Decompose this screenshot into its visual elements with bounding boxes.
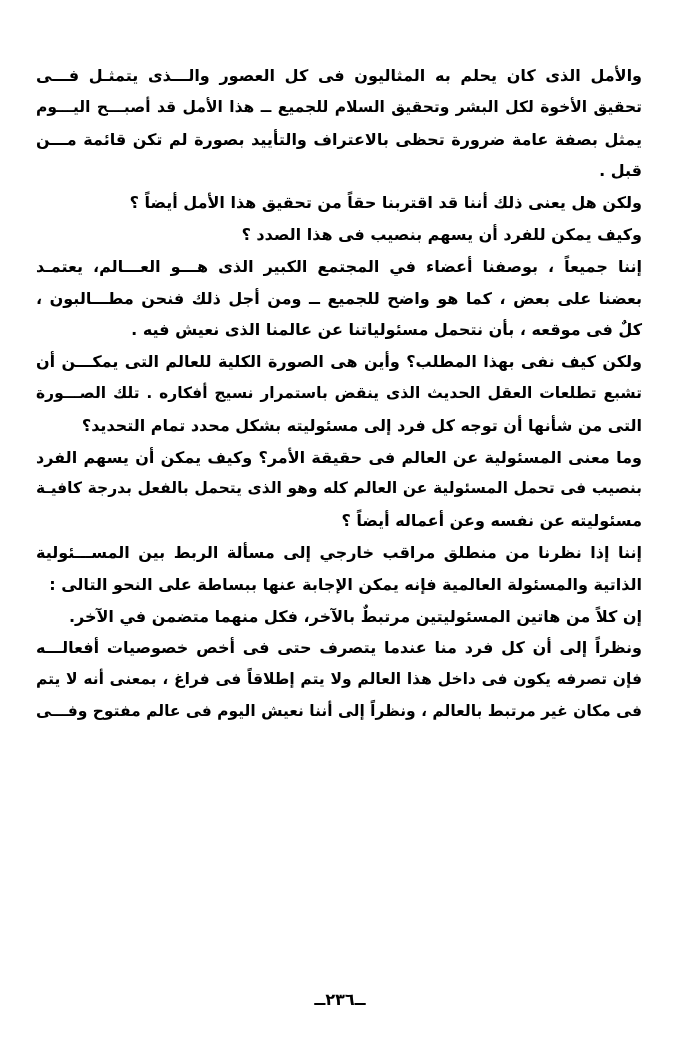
text-line: قبل . [599,161,642,181]
text-line: يمثل بصفة عامة ضرورة تحظى بالاعتراف والتأييد بصورة لم تكن قائمة مـــن [36,129,642,149]
text-line: الذاتية والمسئولة العالمية فإنه يمكن الإجابة عنها ببساطة على النحو التالى : [49,574,642,594]
text-line: مسئوليته عن نفسه وعن أعماله أيضاً ؟ [341,511,642,531]
text-line: إننا إذا نظرنا من منطلق مراقب خارجي إلى مسألة الربط بين المســـئولية [36,542,642,562]
text-line: بعضنا على بعض ، كما هو واضح للجميع ــ ومن أجل ذلك فنحن مطـــالبون ، [36,288,642,308]
text-line: فى مكان غير مرتبط بالعالم ، ونظراً إلى أننا نعيش اليوم فى عالم مفتوح وفـــى [36,701,642,720]
text-line: ولكن كيف نفى بهذا المطلب؟ وأين هى الصورة الكلية للعالم التى يمكـــن أن [36,352,642,372]
text-line: تشبع تطلعات العقل الحديث الذى ينقض باستمرار نسيج أفكاره . تلك الصـــورة [36,383,642,402]
text-line: وكيف يمكن للفرد أن يسهم بنصيب فى هذا الصدد ؟ [241,224,642,244]
body-text [36,60,642,728]
text-line: بنصيب فى تحمل المسئولية عن العالم كله وهو الذى يتحمل بالفعل بدرجة كافيـة [36,479,642,498]
text-line: إن كلاً من هاتين المسئوليتين مرتبطٌ بالآخر، فكل منهما متضمن في الآخر. [68,606,642,626]
text-line: وما معنى المسئولية عن العالم فى حقيقة الأمر؟ وكيف يمكن أن يسهم الفرد [36,447,642,467]
text-line: إننا جميعاً ، بوصفنا أعضاء في المجتمع الكبير الذى هـــو العـــالم، يعتمـد [36,256,642,276]
text-line: تحقيق الأخوة لكل البشر وتحقيق السلام للجميع ــ هذا الأمل قد أصبـــح اليـــوم [36,97,642,116]
page-number: ــ٢٣٦ــ [314,990,366,1009]
text-line: فإن تصرفه يكون فى داخل هذا العالم ولا يتم إطلاقاً فى فراغ ، بمعنى أنه لا يتم [36,670,642,689]
text-line: ونظراً إلى أن كل فرد منا عندما يتصرف حتى فى أخص خصوصيات أفعالـــه [36,638,642,658]
text-line: ولكن هل يعنى ذلك أننا قد اقتربنا حقاً من تحقيق هذا الأمل أيضاً ؟ [129,193,642,213]
text-line: التى من شأنها أن توجه كل فرد إلى مسئوليته بشكل محدد تمام التحديد؟ [81,415,642,435]
text-line: كلٌ فى موقعه ، بأن نتحمل مسئولياتنا عن عالمنا الذى نعيش فيه . [131,320,642,340]
text-line: والأمل الذى كان يحلم به المثاليون فى كل العصور والـــذى يتمثـل فـــى [36,66,642,85]
